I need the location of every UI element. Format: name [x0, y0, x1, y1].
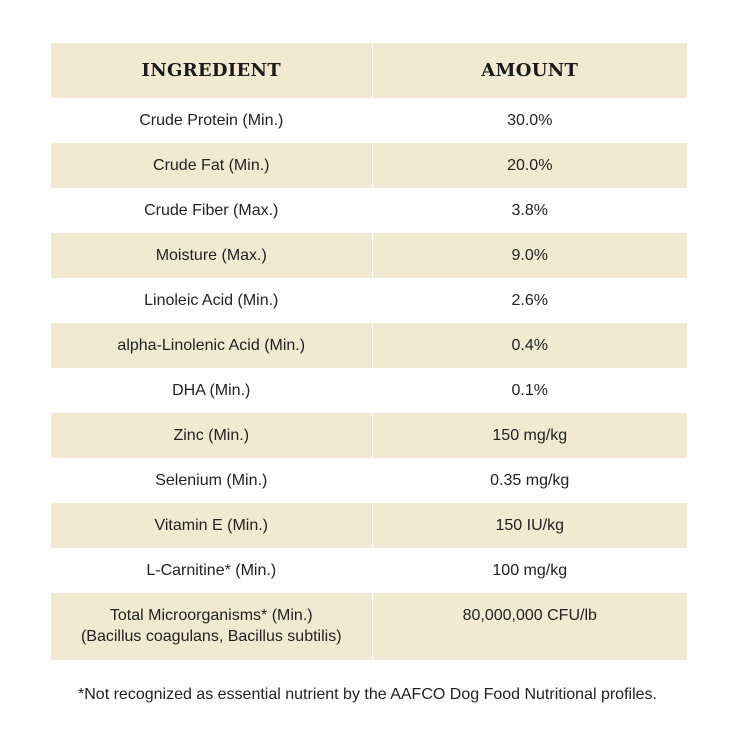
ingredient-cell: Linoleic Acid (Min.)	[51, 278, 372, 323]
amount-cell: 100 mg/kg	[372, 548, 687, 593]
ingredient-cell: Crude Fat (Min.)	[51, 143, 372, 188]
amount-cell: 0.1%	[372, 368, 687, 413]
ingredient-cell: Crude Protein (Min.)	[51, 98, 372, 143]
table-row	[51, 143, 687, 188]
amount-cell: 30.0%	[372, 98, 687, 143]
amount-cell: 150 IU/kg	[372, 503, 687, 548]
table-row	[51, 368, 687, 413]
ingredient-cell: alpha-Linolenic Acid (Min.)	[51, 323, 372, 368]
table-row	[51, 188, 687, 233]
nutrition-table-container	[51, 43, 687, 660]
footnote: *Not recognized as essential nutrient by the AAFCO Dog Food Nutritional profiles.	[78, 686, 657, 703]
ingredient-label: Total Microorganisms* (Min.)	[109, 607, 313, 624]
table-row	[51, 593, 687, 660]
ingredient-cell: Crude Fiber (Max.)	[51, 188, 372, 233]
ingredient-cell: Moisture (Max.)	[51, 233, 372, 278]
amount-cell: 0.4%	[372, 323, 687, 368]
amount-cell: 3.8%	[372, 188, 687, 233]
guaranteed-analysis-table	[51, 43, 687, 660]
amount-cell: 2.6%	[372, 278, 687, 323]
column-header-ingredient: INGREDIENT	[51, 43, 372, 98]
table-row	[51, 503, 687, 548]
table-row	[51, 548, 687, 593]
amount-cell: 20.0%	[372, 143, 687, 188]
table-row	[51, 233, 687, 278]
ingredient-cell: L-Carnitine* (Min.)	[51, 548, 372, 593]
amount-cell: 80,000,000 CFU/lb	[372, 593, 687, 660]
table-row	[51, 458, 687, 503]
table-row	[51, 278, 687, 323]
column-header-amount: AMOUNT	[372, 43, 687, 98]
ingredient-cell: Zinc (Min.)	[51, 413, 372, 458]
ingredient-cell	[51, 593, 372, 660]
ingredient-sublabel: (Bacillus coagulans, Bacillus subtilis)	[80, 628, 342, 645]
amount-cell: 0.35 mg/kg	[372, 458, 687, 503]
ingredient-cell: Vitamin E (Min.)	[51, 503, 372, 548]
ingredient-cell: DHA (Min.)	[51, 368, 372, 413]
table-row	[51, 323, 687, 368]
table-row	[51, 413, 687, 458]
table-row	[51, 98, 687, 143]
amount-cell: 150 mg/kg	[372, 413, 687, 458]
ingredient-cell: Selenium (Min.)	[51, 458, 372, 503]
amount-cell: 9.0%	[372, 233, 687, 278]
table-header-row	[51, 43, 687, 98]
